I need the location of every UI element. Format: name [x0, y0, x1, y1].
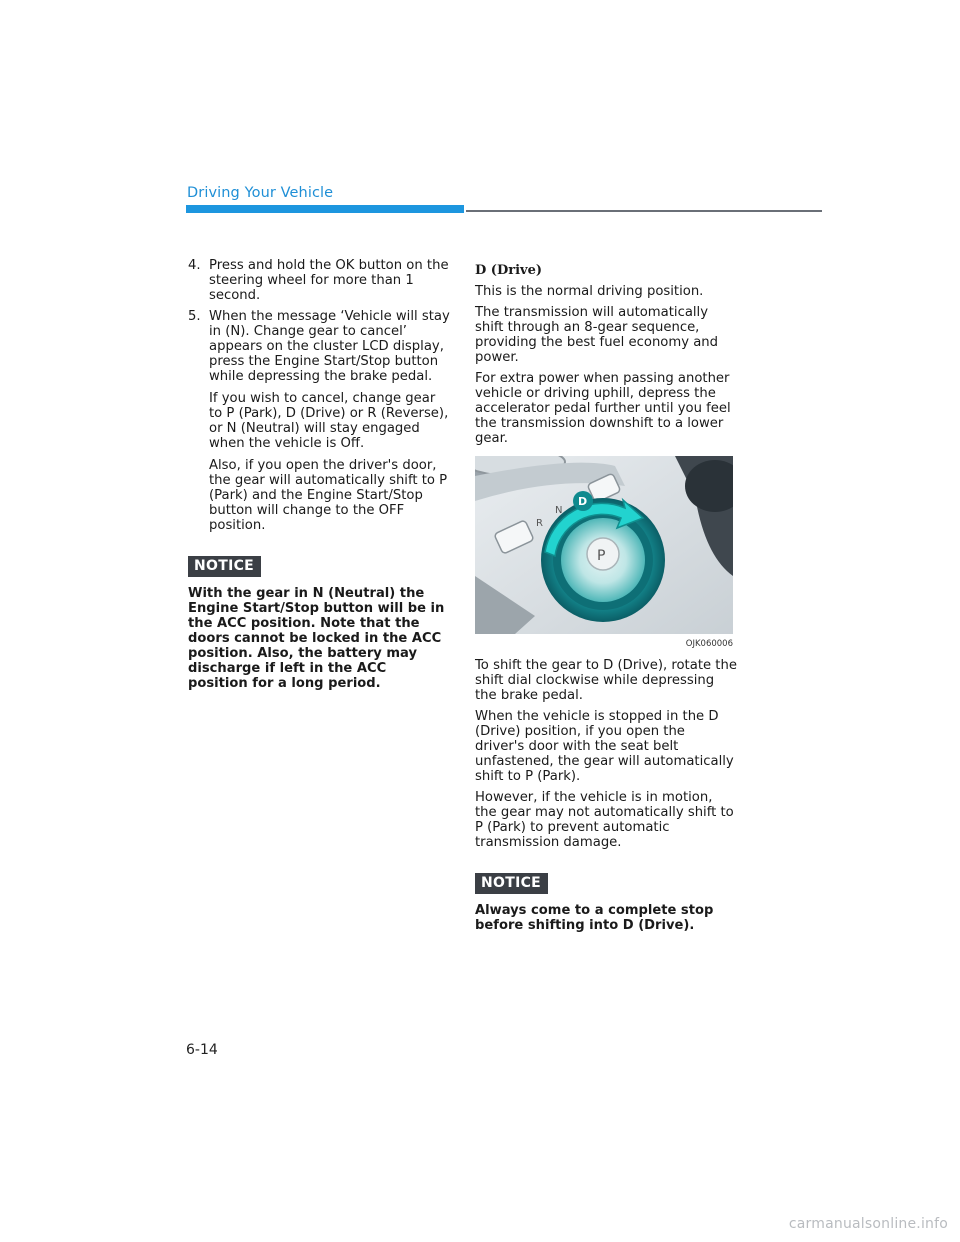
list-item	[188, 309, 450, 533]
shift-dial-illustration	[475, 456, 733, 634]
notice-text: Always come to a complete stop before shifting into D (Drive).	[475, 903, 714, 933]
header-title: Driving Your Vehicle	[187, 185, 334, 201]
step-subtext: If you wish to cancel, change gear to P (Park), D (Drive) or R (Reverse), or N (Neutral) will stay engaged when the vehicle is Off.	[209, 391, 449, 451]
paragraph: When the vehicle is stopped in the D (Drive) position, if you open the driver's door with the seat belt unfastened, the gear will automatically shift to P (Park).	[475, 709, 734, 784]
dial-label-p: P	[597, 548, 606, 564]
paragraph: This is the normal driving position.	[475, 284, 704, 299]
paragraph: However, if the vehicle is in motion, the gear may not automatically shift to P (Park) to prevent automatic transmission damage.	[475, 790, 734, 850]
right-column	[475, 263, 737, 933]
step-subtext: Also, if you open the driver's door, the gear will automatically shift to P (Park) and the Engine Start/Stop button will change to the OFF position.	[209, 458, 448, 533]
watermark-text: carmanualsonline.info	[788, 1216, 948, 1232]
figure-code: OJK060006	[685, 639, 733, 649]
step-number: 4.	[188, 258, 201, 273]
left-column	[188, 258, 450, 691]
header-accent-bar	[186, 205, 464, 213]
dial-label-r: R	[536, 518, 543, 529]
section-title: D (Drive)	[475, 263, 542, 278]
steps-list	[188, 258, 450, 533]
dial-label-n: N	[555, 505, 563, 516]
header-rule	[466, 210, 822, 212]
paragraph: For extra power when passing another vehicle or driving uphill, depress the accelerator pedal further until you feel the transmission downshift to a lower gear.	[475, 371, 731, 446]
shift-dial-svg	[475, 456, 733, 634]
dial-label-d: D	[578, 495, 588, 508]
paragraph: To shift the gear to D (Drive), rotate the shift dial clockwise while depressing the brake pedal.	[475, 658, 737, 703]
page-number: 6-14	[186, 1042, 218, 1058]
step-text: When the message ‘Vehicle will stay in (N). Change gear to cancel’ appears on the cluster LCD display, press the Engine Start/Stop button while depressing the brake pedal.	[209, 309, 450, 384]
step-text: Press and hold the OK button on the steering wheel for more than 1 second.	[209, 258, 449, 303]
notice-text: With the gear in N (Neutral) the Engine Start/Stop button will be in the ACC position. Note that the doors cannot be locked in the ACC position. Also, the battery may discharge if left in the ACC position for a long period.	[188, 586, 445, 691]
notice-badge: NOTICE	[188, 556, 261, 577]
list-item	[188, 258, 450, 303]
paragraph: The transmission will automatically shift through an 8-gear sequence, providing the best fuel economy and power.	[475, 305, 719, 365]
step-number: 5.	[188, 309, 201, 324]
notice-badge: NOTICE	[475, 873, 548, 894]
